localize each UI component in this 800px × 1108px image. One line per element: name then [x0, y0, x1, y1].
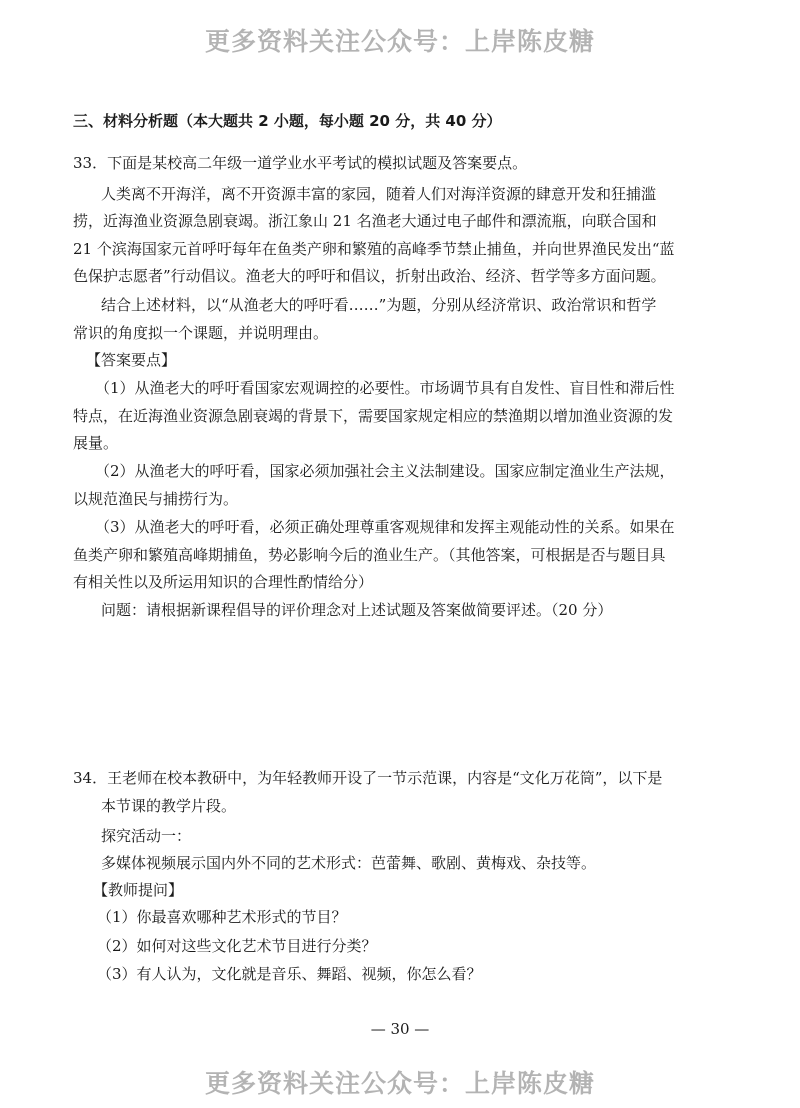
q33-answer-line: （3）从渔老大的呼吁看，必须正确处理尊重客观规律和发挥主观能动性的关系。如果在 — [95, 518, 675, 536]
q33-stem: 33．下面是某校高二年级一道学业水平考试的模拟试题及答案要点。 — [73, 154, 528, 172]
watermark-bottom: 更多资料关注公众号：上岸陈皮糖 — [204, 1069, 595, 1098]
q33-answer-line: （2）从渔老大的呼吁看，国家必须加强社会主义法制建设。国家应制定渔业生产法规， — [95, 462, 675, 480]
q33-answer-line: 展量。 — [73, 434, 119, 452]
q33-answer-line: （1）从渔老大的呼吁看国家宏观调控的必要性。市场调节具有自发性、盲目性和滞后性 — [95, 379, 675, 397]
q33-answer-line: 特点，在近海渔业资源急剧衰竭的背景下，需要国家规定相应的禁渔期以增加渔业资源的发 — [73, 407, 674, 425]
q33-task-line: 常识的角度拟一个课题，并说明理由。 — [73, 324, 329, 342]
q34-question-item: （2）如何对这些文化艺术节目进行分类？ — [97, 937, 377, 955]
q34-activity-desc: 多媒体视频展示国内外不同的艺术形式：芭蕾舞、歌剧、黄梅戏、杂技等。 — [101, 854, 597, 872]
section-heading: 三、材料分析题（本大题共 2 小题，每小题 20 分，共 40 分） — [73, 112, 502, 130]
q34-question-item: （3）有人认为，文化就是音乐、舞蹈、视频，你怎么看？ — [97, 965, 482, 983]
q33-answer-line: 有相关性以及所运用知识的合理性酌情给分） — [73, 573, 374, 591]
q33-question: 问题：请根据新课程倡导的评价理念对上述试题及答案做简要评述。（20 分） — [101, 601, 613, 619]
q34-question-item: （1）你最喜欢哪种艺术形式的节目？ — [97, 908, 347, 926]
q33-material-line: 色保护志愿者”行动倡议。渔老大的呼吁和倡议，折射出政治、经济、哲学等多方面问题。 — [73, 267, 666, 285]
q33-answer-line: 鱼类产卵和繁殖高峰期捕鱼，势必影响今后的渔业生产。（其他答案，可根据是否与题目具 — [73, 546, 666, 564]
q34-teacher-heading: 【教师提问】 — [93, 881, 184, 899]
q33-material-line: 人类离不开海洋，离不开资源丰富的家园，随着人们对海洋资源的肆意开发和狂捕滥 — [101, 185, 657, 203]
q33-answer-heading: 【答案要点】 — [86, 351, 177, 369]
page-number: — 30 — — [370, 1020, 430, 1038]
q33-answer-line: 以规范渔民与捕捞行为。 — [73, 490, 239, 508]
q34-activity: 探究活动一： — [101, 827, 192, 845]
q33-material-line: 21 个滨海国家元首呼吁每年在鱼类产卵和繁殖的高峰季节禁止捕鱼，并向世界渔民发出“蓝 — [73, 240, 675, 258]
q33-material-line: 捞，近海渔业资源急剧衰竭。浙江象山 21 名渔老大通过电子邮件和漂流瓶，向联合国和 — [73, 212, 657, 230]
q33-task-line: 结合上述材料，以“从渔老大的呼吁看……”为题，分别从经济常识、政治常识和哲学 — [101, 296, 657, 314]
q34-stem-line: 本节课的教学片段。 — [101, 797, 237, 815]
q34-stem-line: 34．王老师在校本教研中，为年轻教师开设了一节示范课，内容是“文化万花筒”，以下是 — [73, 769, 663, 787]
watermark-top: 更多资料关注公众号：上岸陈皮糖 — [204, 27, 595, 56]
